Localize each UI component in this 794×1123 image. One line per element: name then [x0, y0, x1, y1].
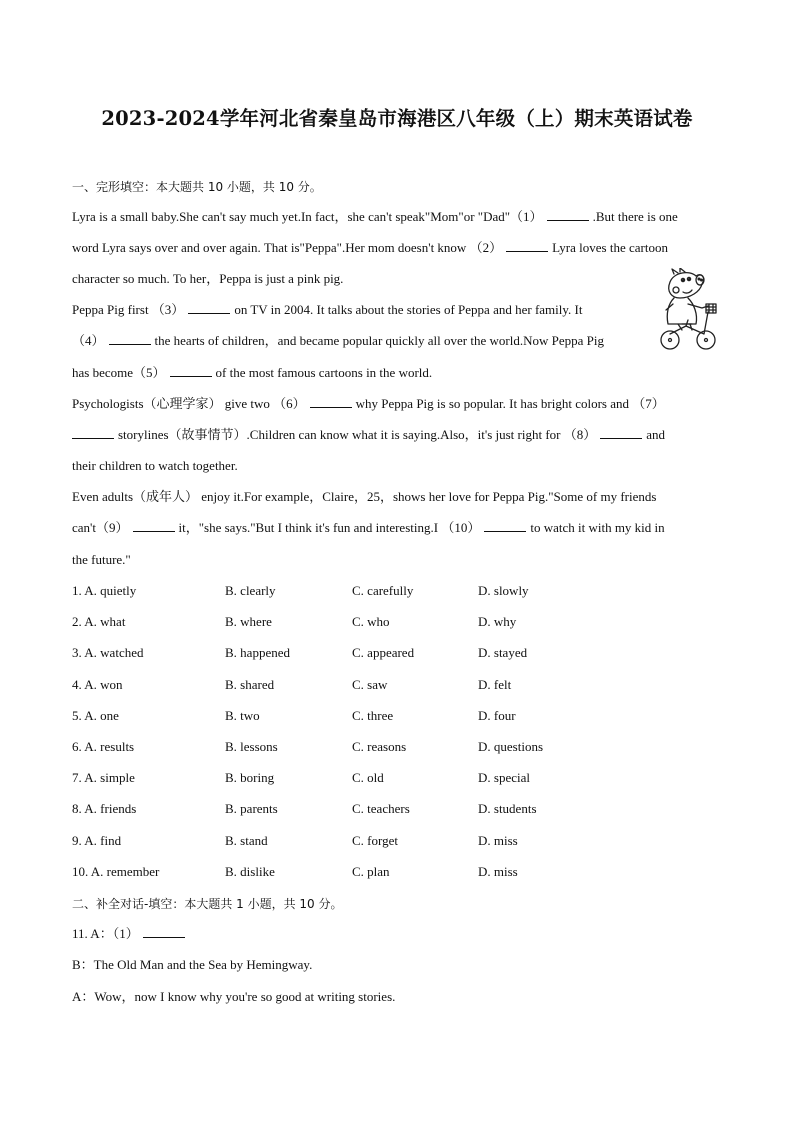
passage-text: why Peppa Pig is so popular. It has bright colors and （7）	[355, 396, 665, 411]
dialogue-text: 11. A：（1）	[72, 926, 139, 941]
option-b[interactable]: B. dislike	[225, 864, 275, 879]
passage-text: it，"she says."But I think it's fun and interesting.I （10）	[178, 520, 481, 535]
option-b[interactable]: B. where	[225, 614, 272, 629]
passage-text: Peppa Pig first （3）	[72, 302, 185, 317]
passage-line	[72, 396, 665, 412]
passage-line	[72, 271, 343, 287]
option-c[interactable]: C. who	[352, 614, 390, 629]
passage-line	[72, 209, 678, 225]
option-d[interactable]: D. special	[478, 770, 530, 785]
option-a[interactable]: 5. A. one	[72, 708, 119, 723]
passage-text: storylines（故事情节）.Children can know what it is saying.Also，it's just right for （8）	[118, 427, 597, 442]
passage-text: （4）	[72, 333, 105, 348]
question-options-row	[72, 645, 672, 661]
passage-text: Lyra loves the cartoon	[552, 240, 668, 255]
answer-blank[interactable]	[506, 240, 548, 252]
passage-line	[72, 302, 582, 318]
section-heading-dialogue: 二、补全对话-填空：本大题共 1 小题，共 10 分。	[72, 897, 343, 911]
passage-text: on TV in 2004. It talks about the stories of Peppa and her family. It	[234, 302, 583, 317]
question-options-row	[72, 583, 672, 599]
answer-blank[interactable]	[143, 926, 185, 938]
passage-text: their children to watch together.	[72, 458, 238, 473]
passage-text: and	[646, 427, 666, 442]
question-options-row	[72, 677, 672, 693]
answer-blank[interactable]	[133, 520, 175, 532]
passage-text: character so much. To her，Peppa is just a pink pig.	[72, 271, 344, 286]
option-b[interactable]: B. boring	[225, 770, 275, 785]
dialogue-line	[72, 926, 189, 942]
passage-text: .But there is one	[592, 209, 678, 224]
option-c[interactable]: C. carefully	[352, 583, 414, 598]
answer-blank[interactable]	[188, 302, 230, 314]
passage-text: has become（5）	[72, 365, 166, 380]
question-options-row	[72, 614, 672, 630]
answer-blank[interactable]	[109, 333, 151, 345]
question-options-row	[72, 801, 672, 817]
option-a[interactable]: 2. A. what	[72, 614, 126, 629]
option-c[interactable]: C. reasons	[352, 739, 407, 754]
option-c[interactable]: C. teachers	[352, 801, 410, 816]
option-a[interactable]: 6. A. results	[72, 739, 135, 754]
option-d[interactable]: D. why	[478, 614, 517, 629]
option-c[interactable]: C. appeared	[352, 645, 415, 660]
question-options-row	[72, 739, 672, 755]
passage-text: of the most famous cartoons in the world.	[215, 365, 433, 380]
option-d[interactable]: D. stayed	[478, 645, 528, 660]
passage-text: Psychologists（心理学家） give two （6）	[72, 396, 306, 411]
passage-text: can't（9）	[72, 520, 129, 535]
option-b[interactable]: B. lessons	[225, 739, 278, 754]
option-d[interactable]: D. miss	[478, 833, 518, 848]
option-c[interactable]: C. three	[352, 708, 394, 723]
question-options-row	[72, 770, 672, 786]
option-a[interactable]: 4. A. won	[72, 677, 123, 692]
option-d[interactable]: D. questions	[478, 739, 543, 754]
passage-text: Lyra is a small baby.She can't say much yet.In fact，she can't speak"Mom"or "Dad"（1）	[72, 209, 543, 224]
option-a[interactable]: 10. A. remember	[72, 864, 160, 879]
answer-blank[interactable]	[170, 365, 212, 377]
answer-blank[interactable]	[484, 520, 526, 532]
passage-text: word Lyra says over and over again. That is"Peppa".Her mom doesn't know （2）	[72, 240, 503, 255]
option-c[interactable]: C. old	[352, 770, 384, 785]
passage-text: the hearts of children，and became popular quickly all over the world.Now Peppa Pig	[154, 333, 604, 348]
option-c[interactable]: C. saw	[352, 677, 388, 692]
option-c[interactable]: C. forget	[352, 833, 398, 848]
option-d[interactable]: D. miss	[478, 864, 518, 879]
dialogue-line: B：The Old Man and the Sea by Hemingway.	[72, 957, 313, 972]
passage-text: Even adults（成年人） enjoy it.For example，Claire，25，shows her love for Peppa Pig."Some of my friends	[72, 489, 657, 504]
passage-line	[72, 365, 432, 381]
answer-blank[interactable]	[547, 209, 589, 221]
section-heading-cloze: 一、完形填空：本大题共 10 小题，共 10 分。	[72, 180, 322, 194]
option-b[interactable]: B. parents	[225, 801, 278, 816]
option-d[interactable]: D. slowly	[478, 583, 529, 598]
option-d[interactable]: D. felt	[478, 677, 512, 692]
page-title: 2023-2024学年河北省秦皇岛市海港区八年级（上）期末英语试卷	[101, 107, 693, 130]
option-d[interactable]: D. students	[478, 801, 537, 816]
option-a[interactable]: 3. A. watched	[72, 645, 144, 660]
peppa-pig-on-bicycle-icon	[656, 268, 722, 354]
option-b[interactable]: B. clearly	[225, 583, 276, 598]
passage-line	[72, 458, 238, 474]
dialogue-line: A：Wow，now I know why you're so good at writing stories.	[72, 989, 396, 1004]
option-b[interactable]: B. stand	[225, 833, 268, 848]
option-c[interactable]: C. plan	[352, 864, 390, 879]
option-a[interactable]: 9. A. find	[72, 833, 122, 848]
question-options-row	[72, 833, 672, 849]
option-a[interactable]: 8. A. friends	[72, 801, 137, 816]
passage-line	[72, 520, 665, 536]
passage-line	[72, 552, 131, 568]
passage-line	[72, 489, 656, 505]
passage-line	[72, 427, 665, 443]
option-a[interactable]: 7. A. simple	[72, 770, 135, 785]
passage-text: to watch it with my kid in	[530, 520, 665, 535]
answer-blank[interactable]	[310, 396, 352, 408]
passage-text: the future."	[72, 552, 131, 567]
option-b[interactable]: B. shared	[225, 677, 275, 692]
option-b[interactable]: B. happened	[225, 645, 290, 660]
question-options-row	[72, 864, 672, 880]
option-d[interactable]: D. four	[478, 708, 516, 723]
answer-blank[interactable]	[600, 427, 642, 439]
question-options-row	[72, 708, 672, 724]
option-a[interactable]: 1. A. quietly	[72, 583, 137, 598]
passage-line	[72, 240, 668, 256]
answer-blank[interactable]	[72, 427, 114, 439]
passage-line	[72, 333, 604, 349]
option-b[interactable]: B. two	[225, 708, 260, 723]
